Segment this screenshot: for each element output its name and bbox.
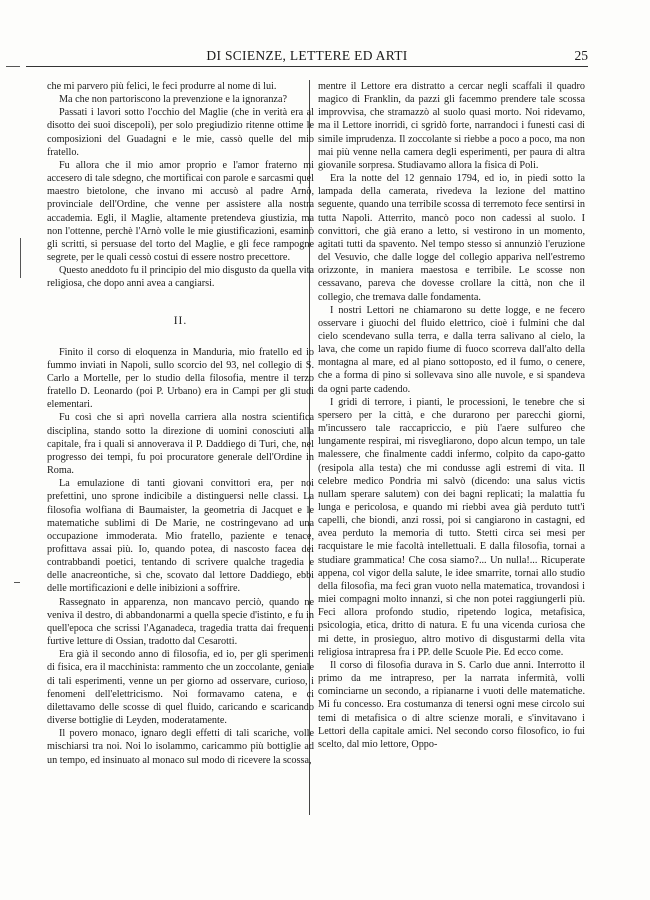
paragraph: Il povero monaco, ignaro degli effetti di tali scariche, volle mischiarsi tra noi. Noi lo isolammo, caricammo più bottiglie ad un tempo, ed insinuato al monaco sul modo di ricevere la scossa, — [47, 728, 314, 766]
paragraph: I gridi di terrore, i pianti, le processioni, le tenebre che si spersero per la città, e che durarono per parecchi giorni, m'incussero tale raccapriccio, e più l'aere sulfureo che lungamente respirai, mi risvegliarono, dopo alcun tempo, un tale malessere, che finalmente caddi infermo, colpito da capo-gatto (resipola alla testa) che mi condusse agli estremi di vita. Il celebre medico Pondria mi salvò (dicendo: una salus victis nullam sperare salutem) con dei bagni replicati; la malattia fu lunga e pericolosa, e quando mi riebbi avea già perduto tutt'i capelli, che biondi, anzi rossi, poi si cangiarono in castagni, ed avea perduto la memoria di tutto. Stetti circa sei mesi per racquistare le mie facoltà intellettuali. E dalla filosofia, tornai a studiare grammatica! Che cosa siamo?... Un nulla!... Ricuperate appena, col vigor della salute, le idee smarrite, tornai allo studio della filosofia, ma feci gran vuoto nella matematica, trovandosi i miei compagni molto innanzi, sì che non potei raggiungerli più. Feci allora profondo studio, ripetendo logica, metafisica, psicologia, etica, dritto di natura. E fu una vicenda curiosa che mi dette, in prosieguo, altro motivo di disgustarmi della vita religiosa intrapresa fra i PP. delle Scuole Pie. Ed ecco come. — [318, 396, 585, 658]
page-number: 25 — [574, 48, 588, 63]
paragraph: mentre il Lettore era distratto a cercar negli scaffali il quadro magico di Franklin, da pazzi gli facemmo prendere tale scossa improvvisa, che stramazzò al suolo quasi morto. Noi ridevamo, ma il Lettore inorridì, ci sgridò forte, narrandoci i funesti casi di simile imprudenza. Il zoccolante si riebbe a poco a poco, ma non mai più venne nella camera degli esperimenti, per paura di altra giovanile sorpresa. Studiavamo allora la fisica di Poli. — [318, 81, 585, 171]
right-column — [318, 80, 585, 751]
paragraph: Fu allora che il mio amor proprio e l'amor fraterno mi accesero di tale sdegno, che mortificai con parole e sarcasmi quel maestro bietolone, che invano mi accusò al padre Arnò, provinciale dell'Ordine, che venne per assistere alla nostra accademia. Egli, il Maglie, altamente pretendeva giustizia, ma non l'ottenne, perchè l'Arnò volle le mie giustificazioni, esaminò gli scritti, si persuase del torto del Maglie, e gli fece rampogne segrete, per le quali cessò costui di essere nostro precettore. — [47, 159, 314, 264]
paragraph: Era la notte del 12 gennaio 1794, ed io, in piedi sotto la lampada della camerata, rivedeva la lezione del mattino seguente, quando una terribile scossa di terremoto fece sentirsi in tutta Napoli. Atterrito, mancò poco non cadessi al suolo. I convittori, che già erano a letto, si vestirono in un momento, agitati tutti da spavento. Nel tempo stesso si annunziò l'eruzione del Vesuvio, che dalle logge del collegio appariva nell'estremo orizzonte, in maniera maestosa e terribile. Le scosse non cessavano, pareva che dovesse crollare la città, non che il collegio, che tremava dalle fondamenta. — [318, 173, 585, 303]
running-header — [26, 46, 588, 67]
paragraph: Era già il secondo anno di filosofia, ed io, per gli sperimenti di fisica, era il macchinista: rammento che un zoccolante, geniale di tali esperimenti, venne un per giorno ad osservare, curioso, i fenomeni dell'elettricismo. Noi formavamo catena, e ci dilettavamo delle scosse di quel fluido, caricando e scaricando diverse bottiglie di Leyden, moderatamente. — [47, 649, 314, 727]
paragraph: I nostri Lettori ne chiamarono su dette logge, e ne fecero osservare i giuochi del fluido elettrico, cioè i fulmini che dal cielo scendevano sulla terra, e dalla terra salivano al cielo, la lava, che come un rapido fiume di fuoco scorreva dall'alto della montagna al mare, ed al piano sottoposto, ed il fumo, o cenere, che a forma di pino si sollevava sino alle nuvole, e si spandeva da ogni parte cadendo. — [318, 304, 585, 395]
paragraph: Rassegnato in apparenza, non mancavo perciò, quando ne veniva il destro, di abbandonarmi a quella specie d'istinto, e fu in quell'epoca che scrissi l'Aganadeca, tragedia tratta dai frequenti furtive letture di Ossian, tradotto dal Cesarotti. — [47, 596, 314, 648]
paragraph: Ma che non partoriscono la prevenzione e la ignoranza? — [59, 94, 287, 106]
journal-title: DI SCIENZE, LETTERE ED ARTI — [206, 48, 408, 63]
left-column — [47, 80, 314, 767]
paragraph: Passati i lavori sotto l'occhio del Maglie (che in verità era al disotto dei suoi discepoli), per solo pregiudizio ritenne ottime le composizioni del Guadagni e le mie, cassò quelle del mio fratello. — [47, 107, 314, 158]
paragraph: Finito il corso di eloquenza in Manduria, mio fratello ed io fummo inviati in Napoli, sullo scorcio del 93, nel collegio di S. Carlo a Mortelle, per lo studio della filosofia, mentre il terzo fratello D. Leonardo (poi P. Urbano) era in Campi per gli studi elementari. — [47, 346, 314, 411]
paragraph: Questo aneddoto fu il principio del mio disgusto da quella vita religiosa, che dopo anni avea a cangiarsi. — [47, 265, 314, 290]
margin-mark — [20, 238, 21, 278]
paragraph: che mi parvero più felici, le feci produrre al nome di lui. — [47, 81, 277, 92]
paragraph: Il corso di filosofia durava in S. Carlo due anni. Interrotto il primo da me intrapreso, per la narrata infermità, volli cominciarne un secondo, a ripianarne i vuoti delle matematiche. Mi fu concesso. Era costumanza di tenersi ogni mese circolo sui temi di metafisica o di altre scienze morali, e s'invitavano i Lettori della capitale amici. Nel secondo corso filosofico, io fui scelto, dal mio lettore, Oppo- — [318, 659, 585, 750]
paragraph: La emulazione di tanti giovani convittori era, per noi prefettini, uno sprone indicibile a distinguersi nelle classi. La filosofia wolfiana di Baumaister, la geometria di Jacquet e le matematiche sublimi di De Marie, ne costringevano ad una occupazione immoderata. Mio fratello, paziente e tenace, profittava assai più. Io, quando potea, di nascosto facea dei contrabbandi poetici, tentando di scrivere qualche tragedia e delle anacreontiche, sì che, scovato dal lettore Daddiego, ebbi delle mortificazioni e delle inibizioni a soffrire. — [47, 478, 314, 595]
margin-mark — [6, 66, 20, 67]
margin-mark — [14, 582, 20, 583]
paragraph: Fu così che si aprì novella carriera alla nostra scientifica disciplina, stando sotto la direzione di uomini conosciuti alla capitale, fra i quali si annoverava il P. Daddiego di Turi, che, nel progresso dei tempi, fu poi procuratore generale dell'Ordine in Roma. — [47, 412, 314, 477]
section-heading: II. — [173, 314, 188, 327]
